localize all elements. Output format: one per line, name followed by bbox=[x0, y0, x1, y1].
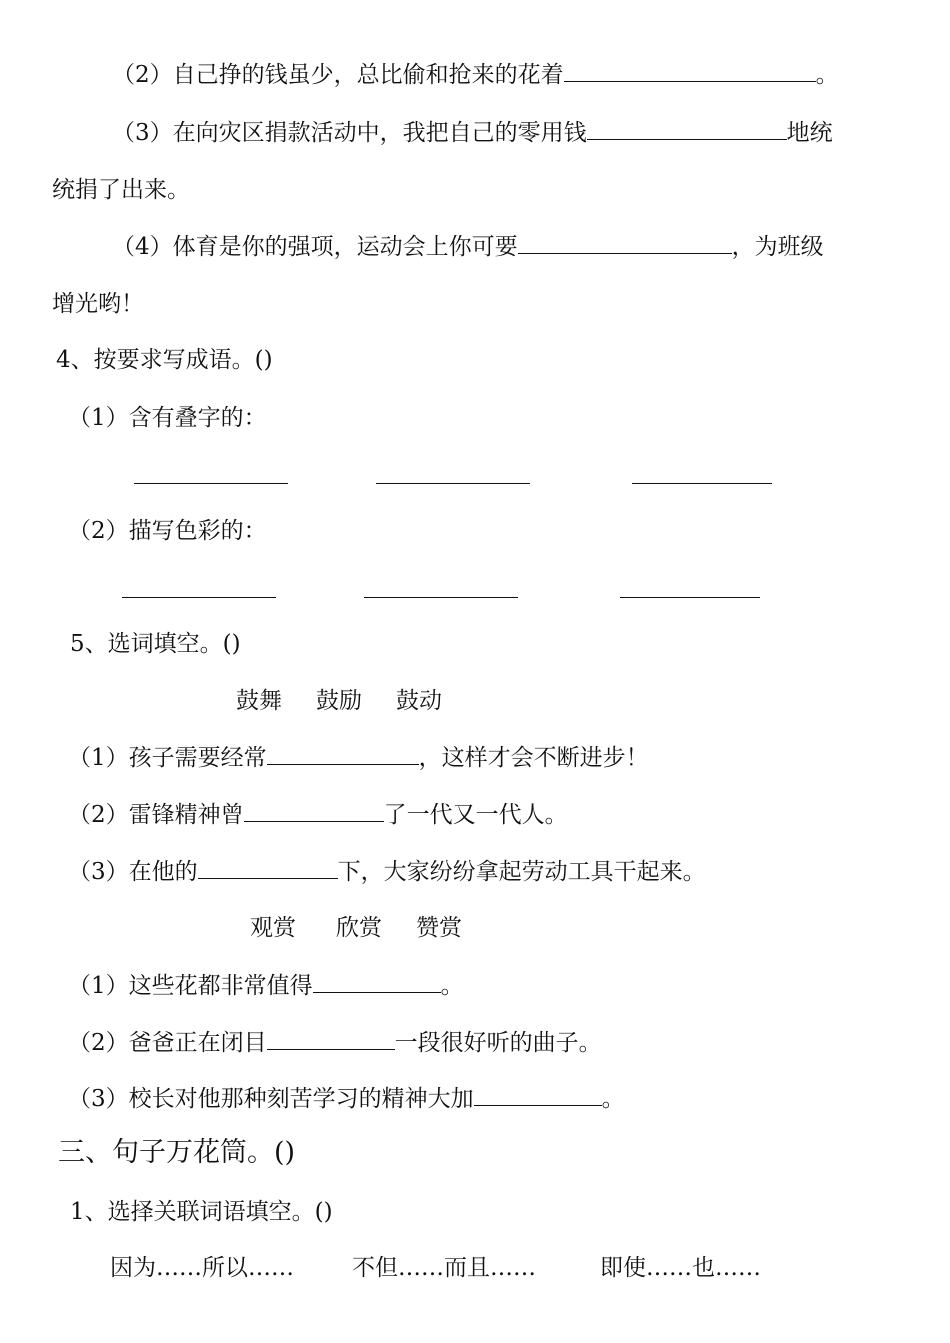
item-text: （3）在他的 bbox=[68, 859, 198, 885]
q3-item-3-end: 地统 bbox=[786, 120, 833, 146]
answer-blank[interactable] bbox=[267, 1029, 395, 1050]
idiom-blank[interactable] bbox=[122, 597, 276, 598]
q3-item-2-end: 。 bbox=[815, 62, 839, 88]
answer-blank[interactable] bbox=[649, 119, 711, 140]
idiom-blank[interactable] bbox=[620, 597, 760, 598]
answer-blank[interactable] bbox=[518, 233, 594, 254]
word-bank-2 bbox=[250, 913, 462, 943]
item-text: （1）这些花都非常值得 bbox=[68, 973, 313, 999]
q3-item-4 bbox=[112, 232, 824, 262]
idiom-blank[interactable] bbox=[134, 483, 288, 484]
answer-blank[interactable] bbox=[704, 61, 816, 82]
q5-g1-item-1 bbox=[68, 743, 649, 773]
q3-item-4-continued: 增光哟！ bbox=[52, 291, 144, 317]
item-end: 一段很好听的曲子。 bbox=[394, 1030, 602, 1056]
q4-title: 4、按要求写成语。() bbox=[56, 347, 273, 373]
section-3-q1-title: 1、选择关联词语填空。() bbox=[70, 1199, 333, 1225]
word-option: 欣赏 bbox=[336, 915, 382, 941]
q3-item-4-end: ，为班级 bbox=[731, 234, 824, 260]
q5-g1-item-2 bbox=[68, 800, 568, 830]
answer-blank[interactable] bbox=[267, 744, 419, 765]
q3-item-4-text: （4）体育是你的强项，运动会上你可要 bbox=[112, 234, 518, 260]
q3-item-3 bbox=[112, 118, 833, 148]
answer-blank[interactable] bbox=[564, 61, 626, 82]
conjunction-option: 不但……而且…… bbox=[352, 1255, 536, 1281]
item-end: 。 bbox=[440, 973, 464, 999]
idiom-blank[interactable] bbox=[376, 483, 530, 484]
answer-blank[interactable] bbox=[313, 972, 441, 993]
word-option: 鼓舞 bbox=[236, 688, 282, 714]
q5-g1-item-3 bbox=[68, 857, 706, 887]
word-option: 鼓励 bbox=[316, 688, 362, 714]
answer-blank[interactable] bbox=[198, 858, 338, 879]
item-text: （1）孩子需要经常 bbox=[68, 745, 267, 771]
q3-item-2 bbox=[112, 60, 839, 90]
answer-blank[interactable] bbox=[626, 61, 704, 82]
item-text: （3）校长对他那种刻苦学习的精神大加 bbox=[68, 1086, 474, 1112]
q5-g2-item-2 bbox=[68, 1028, 602, 1058]
q5-title: 5、选词填空。() bbox=[70, 631, 241, 657]
item-end: 。 bbox=[601, 1086, 625, 1112]
item-text: （2）爸爸正在闭目 bbox=[68, 1030, 267, 1056]
answer-blank[interactable] bbox=[711, 119, 787, 140]
word-bank-1 bbox=[236, 686, 442, 716]
word-option: 鼓动 bbox=[396, 688, 442, 714]
q3-item-3-text: （3）在向灾区捐款活动中，我把自己的零用钱 bbox=[112, 120, 587, 146]
conjunction-option: 因为……所以…… bbox=[110, 1255, 294, 1281]
q4-sub2: （2）描写色彩的： bbox=[68, 518, 267, 544]
item-text: （2）雷锋精神曾 bbox=[68, 802, 244, 828]
item-end: ，这样才会不断进步！ bbox=[418, 745, 649, 771]
section-3-title: 三、句子万花筒。() bbox=[58, 1137, 296, 1168]
q3-item-2-text: （2）自己挣的钱虽少，总比偷和抢来的花着 bbox=[112, 62, 564, 88]
q3-item-3-continued: 统捐了出来。 bbox=[52, 177, 190, 203]
answer-blank[interactable] bbox=[594, 233, 656, 254]
q5-g2-item-3 bbox=[68, 1084, 625, 1114]
answer-blank[interactable] bbox=[656, 233, 732, 254]
q5-g2-item-1 bbox=[68, 971, 464, 1001]
q4-sub1: （1）含有叠字的： bbox=[68, 405, 267, 431]
item-end: 下，大家纷纷拿起劳动工具干起来。 bbox=[337, 859, 706, 885]
answer-blank[interactable] bbox=[474, 1085, 602, 1106]
answer-blank[interactable] bbox=[587, 119, 649, 140]
word-option: 赞赏 bbox=[416, 915, 462, 941]
item-end: 了一代又一代人。 bbox=[383, 802, 568, 828]
word-option: 观赏 bbox=[250, 915, 296, 941]
conjunction-option: 即使……也…… bbox=[600, 1255, 761, 1281]
answer-blank[interactable] bbox=[244, 801, 384, 822]
idiom-blank[interactable] bbox=[632, 483, 772, 484]
idiom-blank[interactable] bbox=[364, 597, 518, 598]
